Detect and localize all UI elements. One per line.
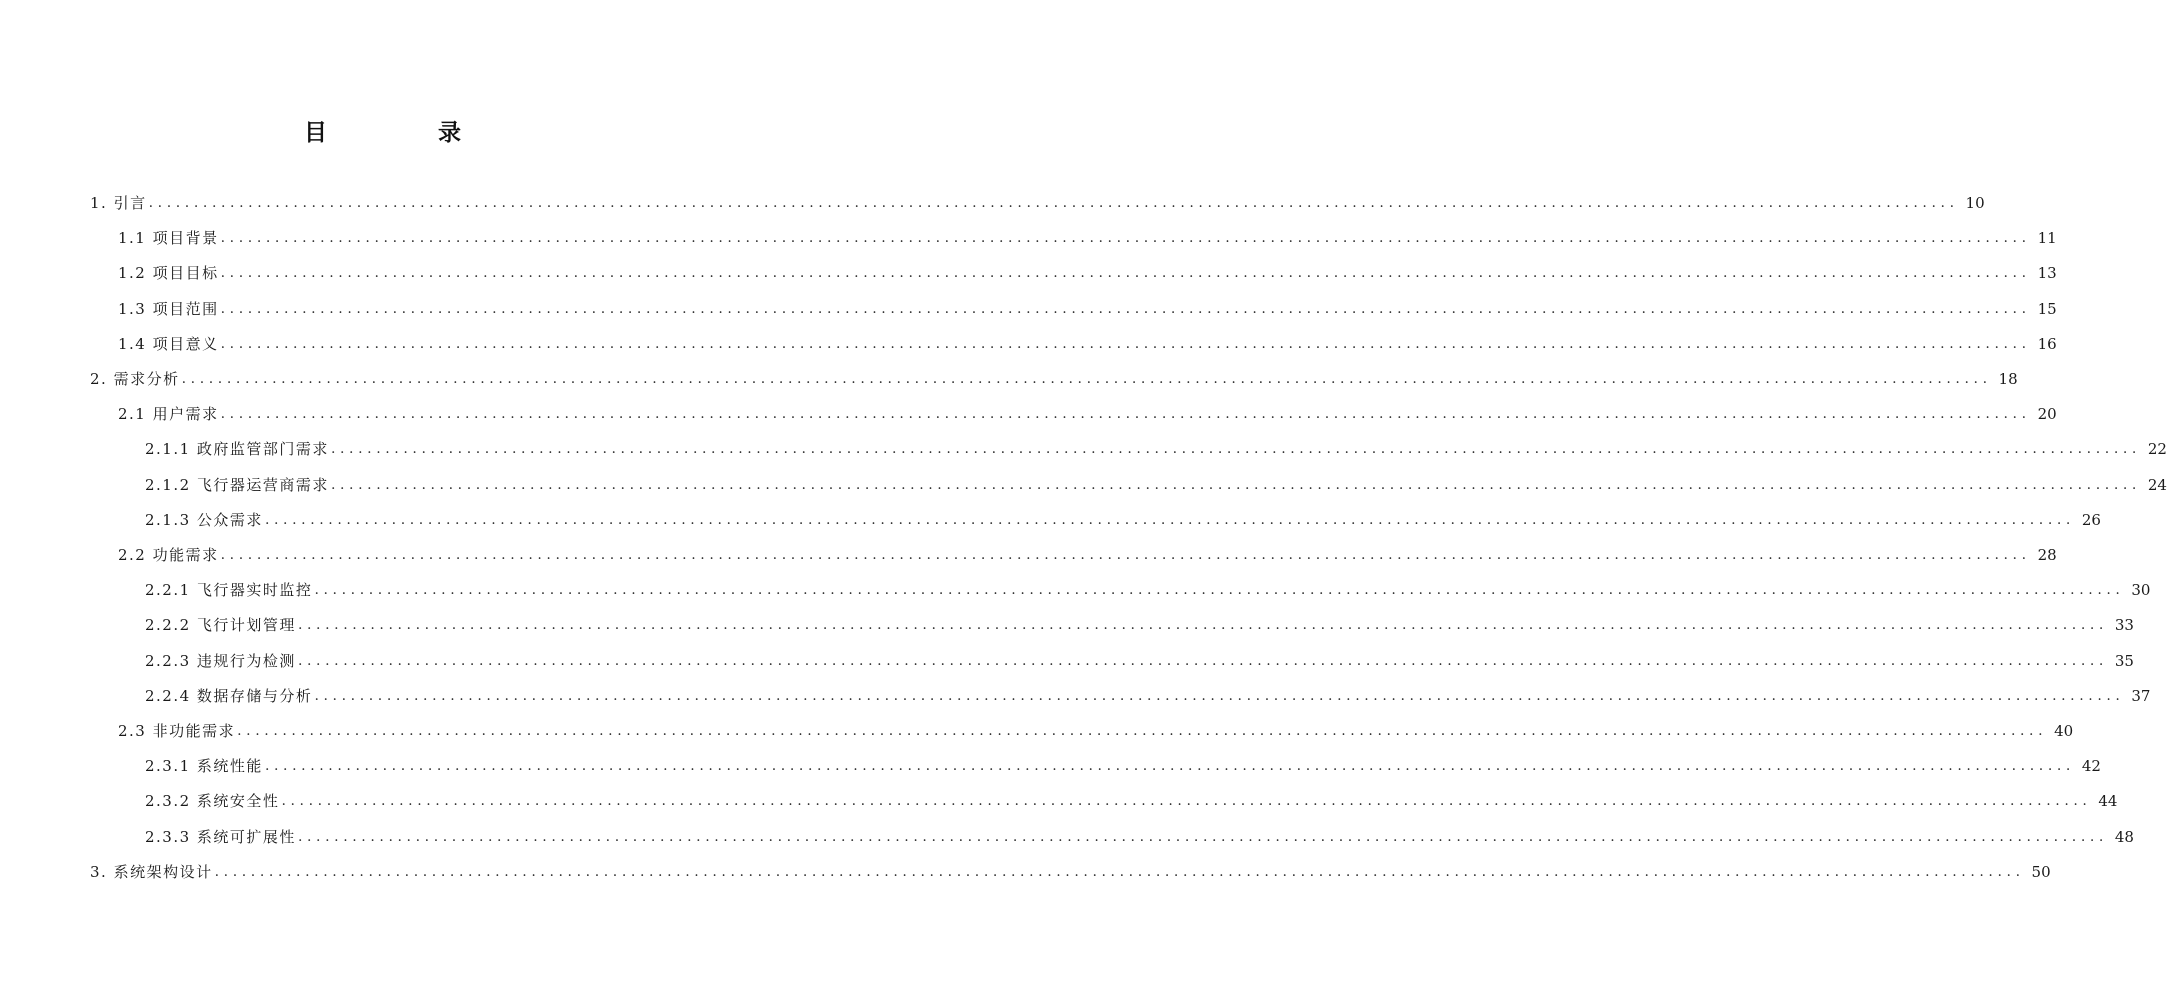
toc-leader-dots: ........................................................................................................................................................................................................ <box>330 441 2141 458</box>
toc-leader-dots: ........................................................................................................................................................................................................ <box>220 265 2031 282</box>
toc-page-number: 30 <box>2131 581 2151 600</box>
toc-leader-dots: ........................................................................................................................................................................................................ <box>314 582 2125 599</box>
toc-leader-dots: ........................................................................................................................................................................................................ <box>297 617 2108 634</box>
toc-entry[interactable] <box>145 789 2118 813</box>
toc-entry-text: 2.3.3 系统可扩展性 <box>145 827 296 846</box>
toc-entry-text: 2.2 功能需求 <box>118 546 219 564</box>
toc-entry-text: 2. 需求分析 <box>90 370 180 388</box>
toc-leader-dots: ........................................................................................................................................................................................................ <box>264 511 2075 528</box>
toc-entry-text: 2.2.3 违规行为检测 <box>145 651 296 670</box>
toc-page-number: 48 <box>2114 827 2134 846</box>
toc-leader-dots: ........................................................................................................................................................................................................ <box>220 406 2031 423</box>
toc-entry[interactable] <box>145 613 2134 637</box>
toc-page-number: 18 <box>1998 370 2018 388</box>
toc-entry[interactable] <box>118 297 2057 321</box>
toc-entry[interactable] <box>145 578 2151 602</box>
toc-entry-text: 1.3 项目范围 <box>118 299 219 318</box>
toc-entry[interactable] <box>90 191 1985 215</box>
toc-entry[interactable] <box>145 473 2167 497</box>
toc-entry[interactable] <box>145 754 2101 778</box>
toc-leader-dots: ........................................................................................................................................................................................................ <box>297 828 2108 845</box>
toc-entry-text: 2.3.2 系统安全性 <box>145 792 280 811</box>
toc-page-number: 50 <box>2031 862 2051 881</box>
toc-leader-dots: ........................................................................................................................................................................................................ <box>181 371 1992 387</box>
toc-entry-text: 1. 引言 <box>90 194 147 212</box>
toc-entry-text: 2.1.2 飞行器运营商需求 <box>145 475 329 494</box>
toc-leader-dots: ........................................................................................................................................................................................................ <box>281 793 2092 810</box>
toc-leader-dots: ........................................................................................................................................................................................................ <box>237 723 2048 739</box>
toc-page-number: 11 <box>2037 229 2057 248</box>
toc-entry[interactable] <box>90 860 2051 884</box>
toc-entry-text: 1.2 项目目标 <box>118 264 219 283</box>
toc-entry-text: 2.1 用户需求 <box>118 405 219 424</box>
toc-page-number: 15 <box>2037 299 2057 318</box>
toc-entry[interactable] <box>145 825 2134 849</box>
toc-page-number: 33 <box>2114 616 2134 635</box>
toc-leader-dots: ........................................................................................................................................................................................................ <box>214 863 2025 880</box>
toc-leader-dots: ........................................................................................................................................................................................................ <box>220 300 2031 317</box>
toc-page-number: 42 <box>2081 757 2101 776</box>
toc-page-number: 44 <box>2098 792 2118 811</box>
toc-entry[interactable] <box>145 437 2167 461</box>
toc-entry-text: 1.4 项目意义 <box>118 334 219 353</box>
toc-entry-text: 2.2.2 飞行计划管理 <box>145 616 296 635</box>
toc-leader-dots: ........................................................................................................................................................................................................ <box>314 687 2125 704</box>
toc-entry[interactable] <box>118 261 2057 285</box>
toc-entry-text: 2.1.1 政府监管部门需求 <box>145 440 329 459</box>
toc-entry-text: 2.3 非功能需求 <box>118 722 236 740</box>
toc-entry-text: 2.2.1 飞行器实时监控 <box>145 581 313 600</box>
toc-leader-dots: ........................................................................................................................................................................................................ <box>297 652 2108 669</box>
toc-entry-text: 3. 系统架构设计 <box>90 862 213 881</box>
toc-page-number: 13 <box>2037 264 2057 283</box>
toc-leader-dots: ........................................................................................................................................................................................................ <box>220 547 2031 563</box>
toc-leader-dots: ........................................................................................................................................................................................................ <box>220 230 2031 247</box>
toc-page-number: 26 <box>2081 510 2101 529</box>
toc-entry[interactable] <box>145 508 2101 532</box>
toc-page-number: 40 <box>2054 722 2074 740</box>
toc-entry[interactable] <box>118 402 2057 426</box>
toc-page-number: 16 <box>2037 334 2057 353</box>
toc-entry[interactable] <box>145 649 2134 673</box>
toc-entry-text: 2.1.3 公众需求 <box>145 510 263 529</box>
toc-page-number: 24 <box>2147 475 2167 494</box>
toc-page-number: 28 <box>2037 546 2057 564</box>
toc-entry[interactable] <box>145 684 2151 708</box>
toc-entry-text: 2.2.4 数据存储与分析 <box>145 686 313 705</box>
toc-entry[interactable] <box>90 367 2018 391</box>
toc-entry-text: 2.3.1 系统性能 <box>145 757 263 776</box>
toc-title: 目 录 <box>304 120 505 146</box>
toc-entry[interactable] <box>118 719 2074 743</box>
toc-entry-text: 1.1 项目背景 <box>118 229 219 248</box>
toc-leader-dots: ........................................................................................................................................................................................................ <box>220 335 2031 352</box>
toc-page-number: 22 <box>2147 440 2167 459</box>
toc-entry[interactable] <box>118 226 2057 250</box>
toc-page-number: 37 <box>2131 686 2151 705</box>
toc-leader-dots: ........................................................................................................................................................................................................ <box>148 195 1959 211</box>
toc-leader-dots: ........................................................................................................................................................................................................ <box>264 758 2075 775</box>
toc-page-number: 10 <box>1965 194 1985 212</box>
toc-page-number: 20 <box>2037 405 2057 424</box>
toc-leader-dots: ........................................................................................................................................................................................................ <box>330 476 2141 493</box>
toc-page-number: 35 <box>2114 651 2134 670</box>
toc-entry[interactable] <box>118 543 2057 567</box>
toc-entry[interactable] <box>118 332 2057 356</box>
